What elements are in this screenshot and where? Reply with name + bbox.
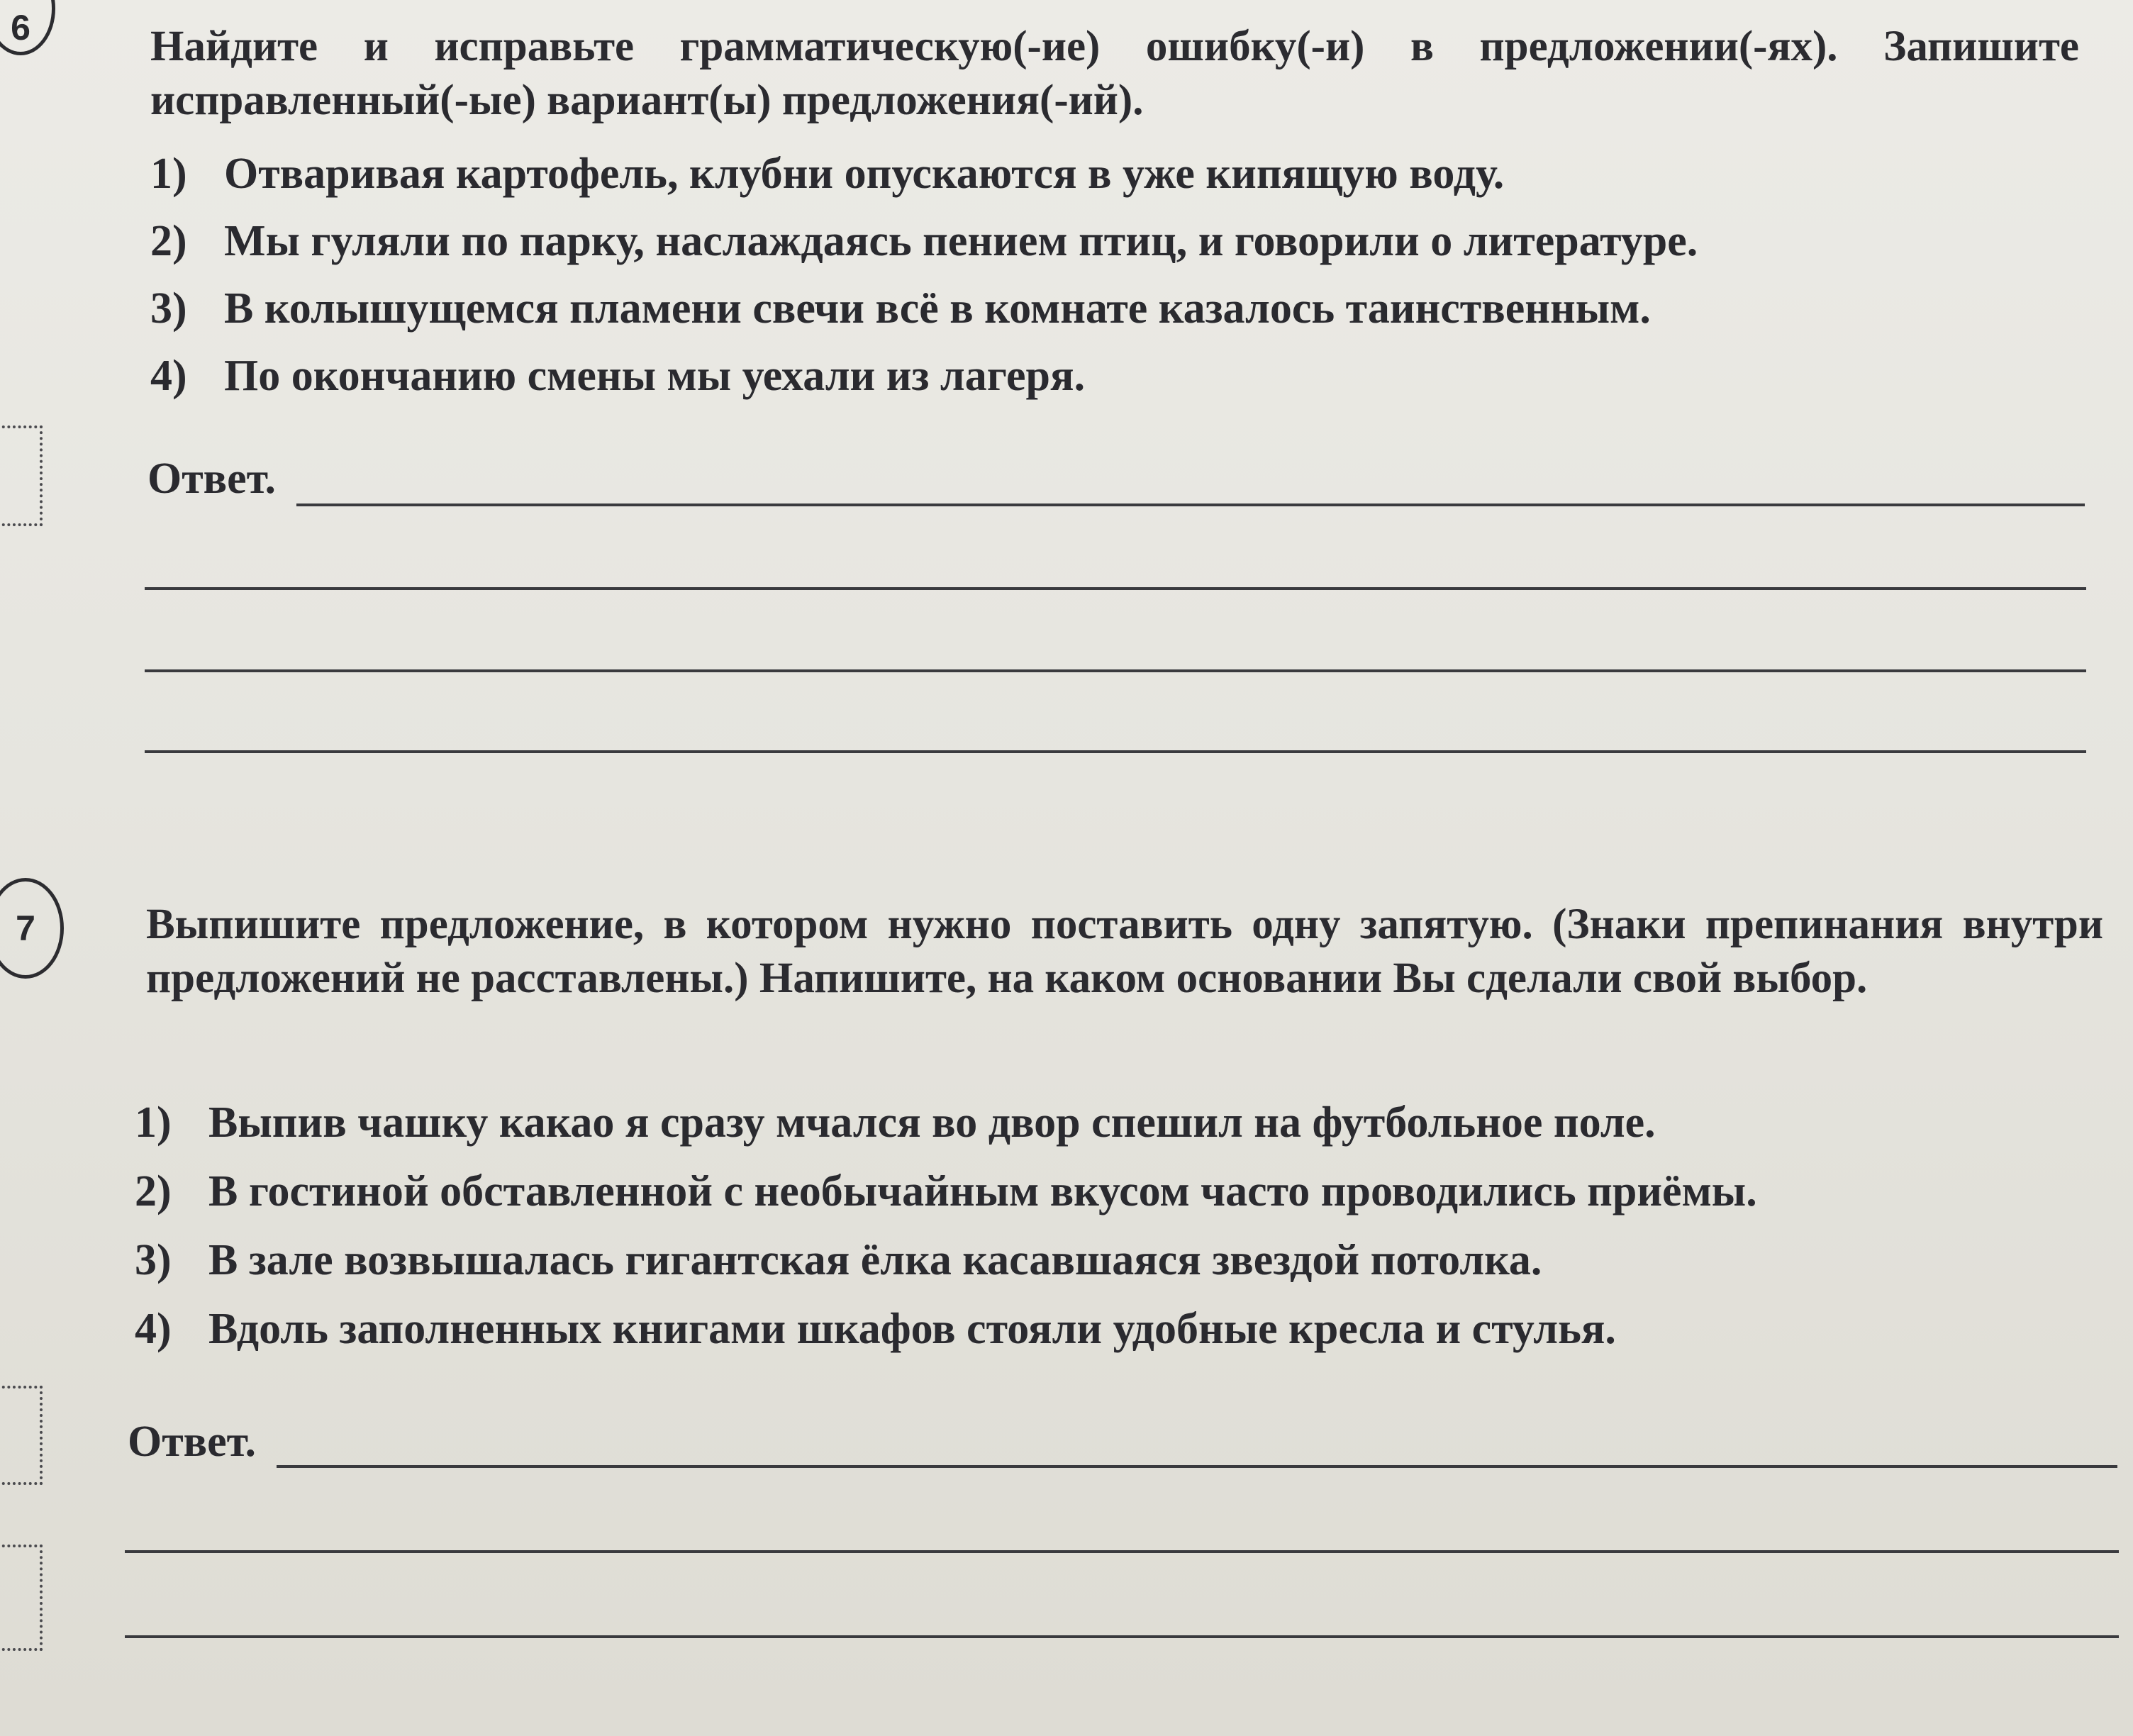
sentence-item	[135, 1304, 1757, 1373]
task-instruction: Найдите и исправьте грамматическую(-ие) ошибку(-и) в предложении(-ях). Запишите исправленный(-ые) вариант(ы) предложения(-ий).	[150, 23, 2079, 124]
sentence-list	[150, 149, 1698, 418]
task-number-badge: 6	[0, 0, 55, 55]
sentence-text: Отваривая картофель, клубни опускаются в уже кипящую воду.	[224, 150, 1505, 198]
sentence-item	[135, 1235, 1757, 1304]
answer-label: Ответ.	[147, 455, 276, 503]
answer-line[interactable]	[145, 587, 2086, 590]
answer-line[interactable]	[125, 1550, 2119, 1553]
sentence-text: Выпив чашку какао я сразу мчался во двор спешил на футбольное поле.	[208, 1098, 1656, 1147]
task-instruction: Выпишите предложение, в котором нужно поставить одну запятую. (Знаки препинания внутри предложений не расставлены.) Напишите, на каком основании Вы сделали свой выбор.	[146, 901, 2103, 1002]
answer-label: Ответ.	[128, 1418, 256, 1466]
answer-line[interactable]	[145, 750, 2086, 753]
sentence-number: 1)	[135, 1098, 172, 1147]
sentence-text: В гостиной обставленной с необычайным вкусом часто проводились приёмы.	[208, 1167, 1757, 1215]
answer-line[interactable]	[277, 1465, 2117, 1468]
sentence-number: 3)	[150, 284, 187, 333]
sentence-number: 1)	[150, 150, 187, 198]
sentence-number: 3)	[135, 1236, 172, 1284]
sentence-item	[150, 284, 1698, 351]
answer-line[interactable]	[145, 669, 2086, 672]
sentence-text: В зале возвышалась гигантская ёлка касавшаяся звездой потолка.	[208, 1236, 1542, 1284]
sentence-number: 4)	[135, 1305, 172, 1353]
sentence-item	[150, 351, 1698, 418]
answer-line[interactable]	[125, 1635, 2119, 1638]
sentence-text: Мы гуляли по парку, наслаждаясь пением птиц, и говорили о литературе.	[224, 217, 1698, 265]
score-box[interactable]	[0, 1545, 43, 1651]
answer-line[interactable]	[296, 503, 2085, 506]
sentence-number: 2)	[135, 1167, 172, 1215]
sentence-item	[135, 1167, 1757, 1235]
sentence-text: По окончанию смены мы уехали из лагеря.	[224, 352, 1086, 400]
score-box[interactable]	[0, 425, 43, 526]
sentence-item	[150, 216, 1698, 284]
sentence-number: 2)	[150, 217, 187, 265]
sentence-text: Вдоль заполненных книгами шкафов стояли удобные кресла и стулья.	[208, 1305, 1616, 1353]
score-box[interactable]	[0, 1386, 43, 1485]
answer-area	[128, 1417, 256, 1467]
sentence-item	[150, 149, 1698, 216]
sentence-text: В колышущемся пламени свечи всё в комнате казалось таинственным.	[224, 284, 1651, 333]
answer-area	[147, 454, 276, 504]
task-number-badge: 7	[0, 878, 64, 979]
sentence-number: 4)	[150, 352, 187, 400]
sentence-list	[135, 1098, 1757, 1373]
sentence-item	[135, 1098, 1757, 1167]
